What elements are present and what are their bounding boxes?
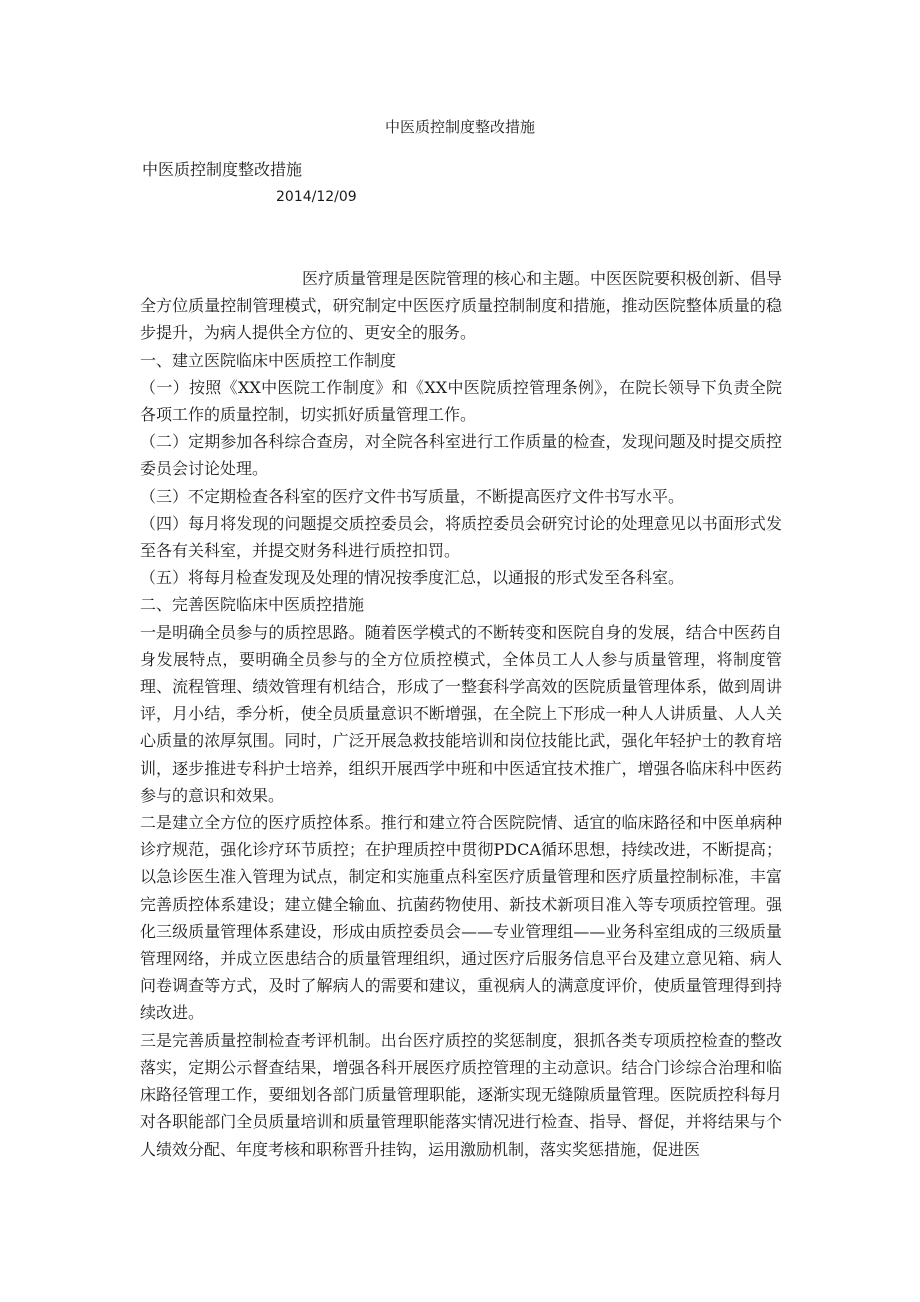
body-paragraph: 三是完善质量控制检查考评机制。出台医疗质控的奖惩制度，狠抓各类专项质控检查的整改落实，定期公示督查结果，增强各科开展医疗质控管理的主动意识。结合门诊综合治理和临床路径管理工作，要细划各部门质量管理职能，逐渐实现无缝隙质量管理。医院质控科每月对各职能部门全员质量培训和质量管理职能落实情况进行检查、指导、督促，并将结果与个人绩效分配、年度考核和职称晋升挂钩，运用激励机制，落实奖惩措施，促进医: [140, 1030, 782, 1159]
list-item: （二）定期参加各科综合查房，对全院各科室进行工作质量的检查，发现问题及时提交质控委员会讨论处理。: [140, 432, 782, 479]
section-heading-2: 二、完善医院临床中医质控措施: [140, 595, 365, 615]
intro-paragraph: 医疗质量管理是医院管理的核心和主题。中医医院要积极创新、倡导全方位质量控制管理模式，研究制定中医医疗质量控制制度和措施，推动医院整体质量的稳步提升，为病人提供全方位的、更安全的服务。: [140, 269, 783, 343]
document-body: [140, 265, 782, 1163]
document-title: 中医质控制度整改措施: [384, 118, 535, 136]
list-item: （五）将每月检查发现及处理的情况按季度汇总，以通报的形式发至各科室。: [140, 568, 685, 588]
body-paragraph: 二是建立全方位的医疗质控体系。推行和建立符合医院院情、适宜的临床路径和中医单病种诊疗规范，强化诊疗环节质控；在护理质控中贯彻PDCA循环思想，持续改进，不断提高；以急诊医生准入管理为试点，制定和实施重点科室医疗质量管理和医疗质量控制标准，丰富完善质控体系建设；建立健全输血、抗菌药物使用、新技术新项目准入等专项质控管理。强化三级质量管理体系建设，形成由质控委员会——专业管理组——业务科室组成的三级质量管理网络，并成立医患结合的质量管理组织，通过医疗后服务信息平台及建立意见箱、病人问卷调查等方式，及时了解病人的需要和建议，重视病人的满意度评价，使质量管理得到持续改进。: [140, 813, 782, 1023]
document-subtitle: 中医质控制度整改措施: [142, 160, 303, 179]
section-heading-1: 一、建立医院临床中医质控工作制度: [140, 350, 397, 370]
list-item: （四）每月将发现的问题提交质控委员会，将质控委员会研究讨论的处理意见以书面形式发至各有关科室，并提交财务科进行质控扣罚。: [140, 513, 782, 561]
list-item: （三）不定期检查各科室的医疗文件书写质量，不断提高医疗文件书写水平。: [140, 486, 685, 506]
document-date: 2014/12/09: [276, 189, 357, 205]
body-paragraph: 一是明确全员参与的质控思路。随着医学模式的不断转变和医院自身的发展，结合中医药自身发展特点，要明确全员参与的全方位质控模式，全体员工人人参与质量管理，将制度管理、流程管理、绩效管理有机结合，形成了一整套科学高效的医院质量管理体系，做到周讲评，月小结，季分析，使全员质量意识不断增强，在全院上下形成一种人人讲质量、人人关心质量的浓厚氛围。同时，广泛开展急救技能培训和岗位技能比武，强化年轻护士的教育培训，逐步推进专科护士培养，组织开展西学中班和中医适宜技术推广，增强各临床科中医药参与的意识和效果。: [140, 622, 782, 805]
list-item: （一）按照《XX中医院工作制度》和《XX中医院质控管理条例》，在院长领导下负责全院各项工作的质量控制，切实抓好质量管理工作。: [140, 377, 782, 425]
